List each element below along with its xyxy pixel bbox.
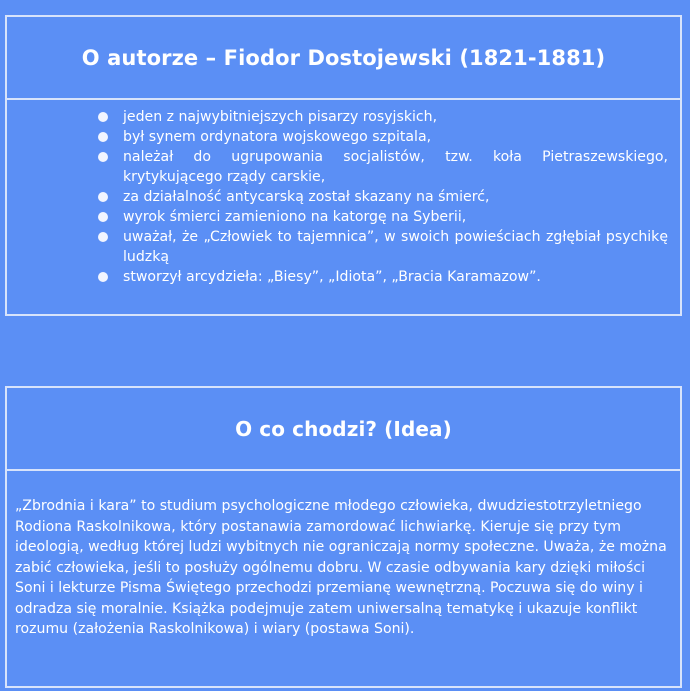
- fact-text: był synem ordynatora wojskowego szpitala,: [123, 129, 432, 145]
- fact-text: należał do ugrupowania socjalistów, tzw. koła Pietraszewskiego, krytykującego rządy carskie,: [123, 149, 668, 185]
- bullet-icon: [98, 112, 108, 122]
- list-item: [123, 107, 668, 127]
- fact-text: jeden z najwybitniejszych pisarzy rosyjskich,: [123, 109, 438, 125]
- bullet-icon: [98, 272, 108, 282]
- fact-text: uważał, że „Człowiek to tajemnica”, w swoich powieściach zgłębiał psychikę ludzką: [123, 229, 668, 265]
- idea-panel-header: [7, 388, 680, 471]
- author-facts-list: [7, 100, 680, 287]
- bullet-icon: [98, 152, 108, 162]
- idea-body-text: „Zbrodnia i kara” to studium psychologiczne młodego człowieka, dwudziestotrzyletniego Rodiona Raskolnikowa, który postanawia zamordować lichwiarkę. Kieruje się przy tym ideologią, według której ludzi wybitnych nie ograniczają normy społeczne. Uważa, że można zabić człowieka, jeśli to posłuży ogólnemu dobru. W czasie odbywania kary dzięki miłości Soni i lekturze Pisma Świętego przechodzi przemianę wewnętrzną. Poczuwa się do winy i odradza się moralnie. Książka podejmuje zatem uniwersalną tematykę i ukazuje konflikt rozumu (założenia Raskolnikowa) i wiary (postawa Soni).: [15, 498, 667, 637]
- list-item: [123, 227, 668, 267]
- bullet-icon: [98, 232, 108, 242]
- author-title: O autorze – Fiodor Dostojewski (1821-1881): [81, 45, 606, 70]
- bullet-icon: [98, 132, 108, 142]
- idea-title: O co chodzi? (Idea): [235, 416, 452, 441]
- idea-panel: [5, 386, 682, 688]
- author-panel-header: [7, 17, 680, 100]
- list-item: [123, 127, 668, 147]
- list-item: [123, 147, 668, 187]
- list-item: [123, 267, 668, 287]
- bullet-icon: [98, 212, 108, 222]
- author-panel: [5, 15, 682, 316]
- fact-text: wyrok śmierci zamieniono na katorgę na Syberii,: [123, 209, 467, 225]
- list-item: [123, 187, 668, 207]
- fact-text: za działalność antycarską został skazany na śmierć,: [123, 189, 490, 205]
- fact-text: stworzył arcydzieła: „Biesy”, „Idiota”, „Bracia Karamazow”.: [123, 269, 541, 285]
- list-item: [123, 207, 668, 227]
- bullet-icon: [98, 192, 108, 202]
